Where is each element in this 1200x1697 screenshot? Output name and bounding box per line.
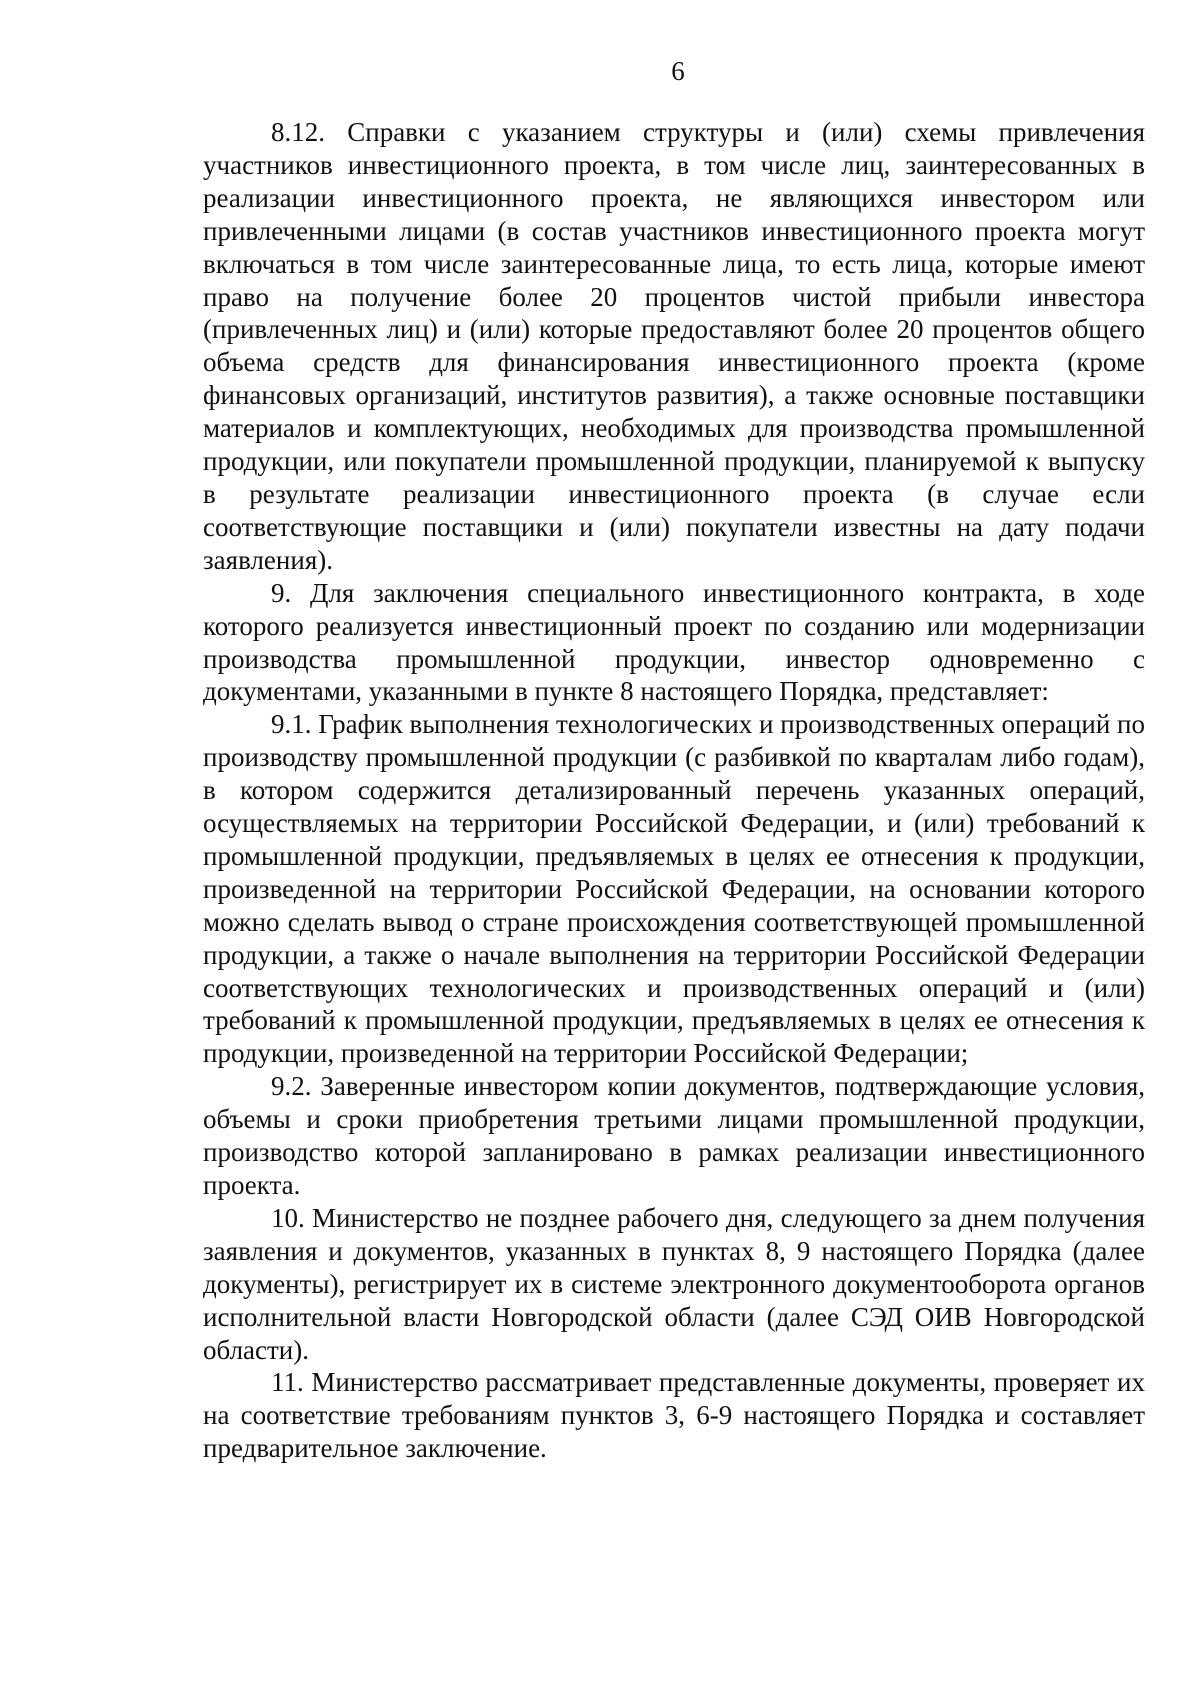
paragraph-11: 11. Министерство рассматривает представленные документы, проверяет их на соответствие требованиям пунктов 3, 6-9 настоящего Порядка и составляет предварительное заключение.	[203, 1367, 1145, 1464]
paragraph-9-2: 9.2. Заверенные инвестором копии документов, подтверждающие условия, объемы и сроки приобретения третьими лицами промышленной продукции, производство которой запланировано в рамках реализации инвестиционного проекта.	[203, 1071, 1145, 1200]
document-body	[203, 116, 1145, 1465]
paragraph-10: 10. Министерство не позднее рабочего дня, следующего за днем получения заявления и документов, указанных в пунктах 8, 9 настоящего Порядка (далее документы), регистрирует их в системе электронного документооборота органов исполнительной власти Новгородской области (далее СЭД ОИВ Новгородской области).	[203, 1202, 1145, 1365]
page-number: 6	[671, 56, 685, 86]
paragraph-9: 9. Для заключения специального инвестиционного контракта, в ходе которого реализуется инвестиционный проект по созданию или модернизации производства промышленной продукции, инвестор одновременно с документами, указанными в пункте 8 настоящего Порядка, представляет:	[203, 577, 1145, 707]
paragraph-9-1: 9.1. График выполнения технологических и производственных операций по производству промышленной продукции (с разбивкой по кварталам либо годам), в котором содержится детализированный перечень указанных операций, осуществляемых на территории Российской Федерации, и (или) требований к промышленной продукции, предъявляемых в целях ее отнесения к продукции, произведенной на территории Российской Федерации, на основании которого можно сделать вывод о стране происхождения соответствующей промышленной продукции, а также о начале выполнения на территории Российской Федерации соответствующих технологических и производственных операций и (или) требований к промышленной продукции, предъявляемых в целях ее отнесения к продукции, произведенной на территории Российской Федерации;	[203, 709, 1145, 1069]
paragraph-8-12: 8.12. Справки с указанием структуры и (или) схемы привлечения участников инвестиционного проекта, в том числе лиц, заинтересованных в реализации инвестиционного проекта, не являющихся инвестором или привлеченными лицами (в состав участников инвестиционного проекта могут включаться в том числе заинтересованные лица, то есть лица, которые имеют право на получение более 20 процентов чистой прибыли инвестора (привлеченных лиц) и (или) которые предоставляют более 20 процентов общего объема средств для финансирования инвестиционного проекта (кроме финансовых организаций, институтов развития), а также основные поставщики материалов и комплектующих, необходимых для производства промышленной продукции, или покупатели промышленной продукции, планируемой к выпуску в результате реализации инвестиционного проекта (в случае если соответствующие поставщики и (или) покупатели известны на дату подачи заявления).	[203, 117, 1145, 575]
